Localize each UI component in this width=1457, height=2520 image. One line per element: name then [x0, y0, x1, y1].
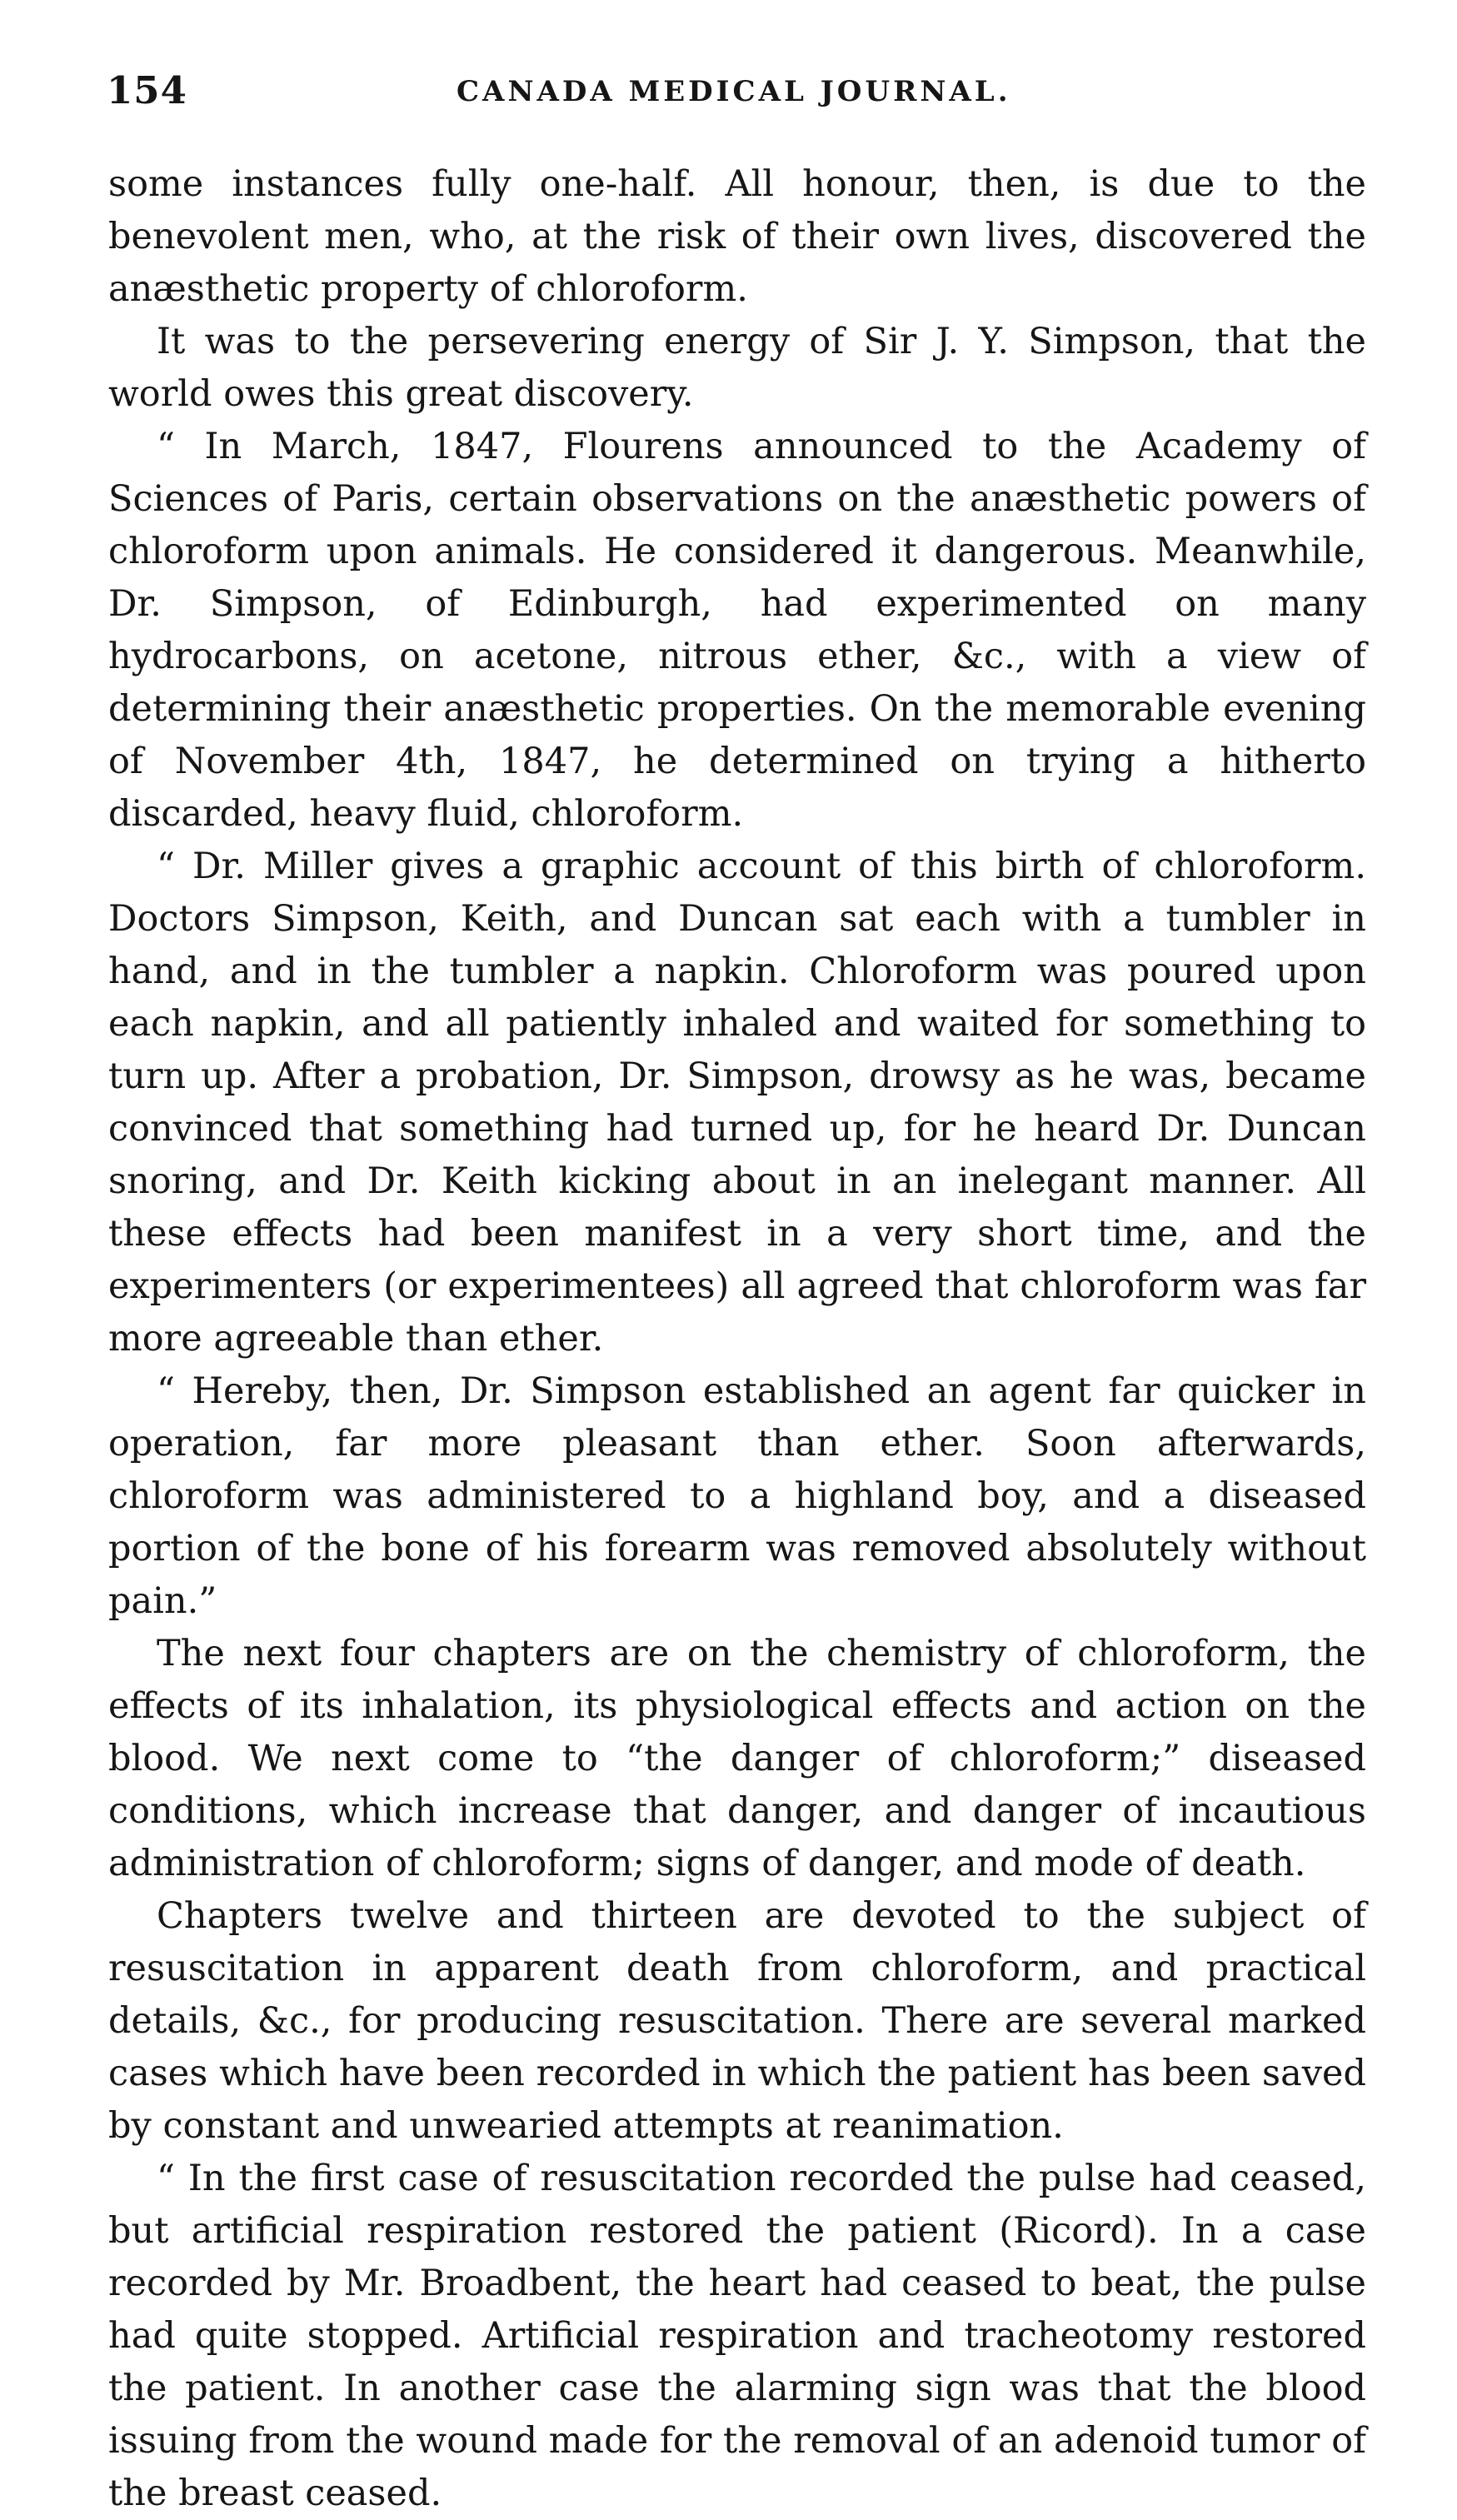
page-number: 154 [107, 68, 187, 112]
paragraph: It was to the persevering energy of Sir J. Y. Simpson, that the world owes this great discovery. [108, 321, 1366, 415]
paragraph: some instances fully one-half. All honour, then, is due to the benevolent men, who, at the risk of their own lives, discovered the anæsthetic property of chloroform. [108, 163, 1366, 310]
paragraph: “ Hereby, then, Dr. Simpson established an agent far quicker in operation, far more pleasant than ether. Soon afterwards, chloroform was administered to a highland boy, and a diseased portion of the bone of his forearm was removed absolutely without pain.” [108, 1370, 1366, 1622]
article-body [108, 158, 1366, 2520]
paragraph: “ Dr. Miller gives a graphic account of this birth of chloroform. Doctors Simpson, Keith, and Duncan sat each with a tumbler in hand, and in the tumbler a napkin. Chloroform was poured upon each napkin, and all patiently inhaled and waited for something to turn up. After a probation, Dr. Simpson, drowsy as he was, became convinced that something had turned up, for he heard Dr. Duncan snoring, and Dr. Keith kicking about in an inelegant manner. All these effects had been manifest in a very short time, and the experimenters (or experimentees) all agreed that chloroform was far more agreeable than ether. [108, 846, 1366, 1360]
running-head [107, 68, 1356, 127]
paragraph: “ In the first case of resuscitation recorded the pulse had ceased, but artificial respiration restored the patient (Ricord). In a case recorded by Mr. Broadbent, the heart had ceased to beat, the pulse had quite stopped. Artificial respiration and tracheotomy restored the patient. In another case the alarming sign was that the blood issuing from the wound made for the removal of an adenoid tumor of the breast ceased. [108, 2158, 1366, 2514]
paragraph: The next four chapters are on the chemistry of chloroform, the effects of its inhalation, its physiological effects and action on the blood. We next come to “the danger of chloroform;” diseased conditions, which increase that danger, and danger of incautious administration of chloroform; signs of danger, and mode of death. [108, 1633, 1366, 1884]
journal-title: CANADA MEDICAL JOURNAL. [457, 75, 1011, 108]
paragraph: Chapters twelve and thirteen are devoted to the subject of resuscitation in apparent death from chloroform, and practical details, &c., for producing resuscitation. There are several marked cases which have been recorded in which the patient has been saved by constant and unwearied attempts at reanimation. [108, 1895, 1366, 2147]
paragraph: “ In March, 1847, Flourens announced to the Academy of Sciences of Paris, certain observations on the anæsthetic powers of chloroform upon animals. He considered it dangerous. Meanwhile, Dr. Simpson, of Edinburgh, had experimented on many hydrocarbons, on acetone, nitrous ether, &c., with a view of determining their anæsthetic properties. On the memorable evening of November 4th, 1847, he determined on trying a hitherto discarded, heavy fluid, chloroform. [108, 426, 1366, 835]
